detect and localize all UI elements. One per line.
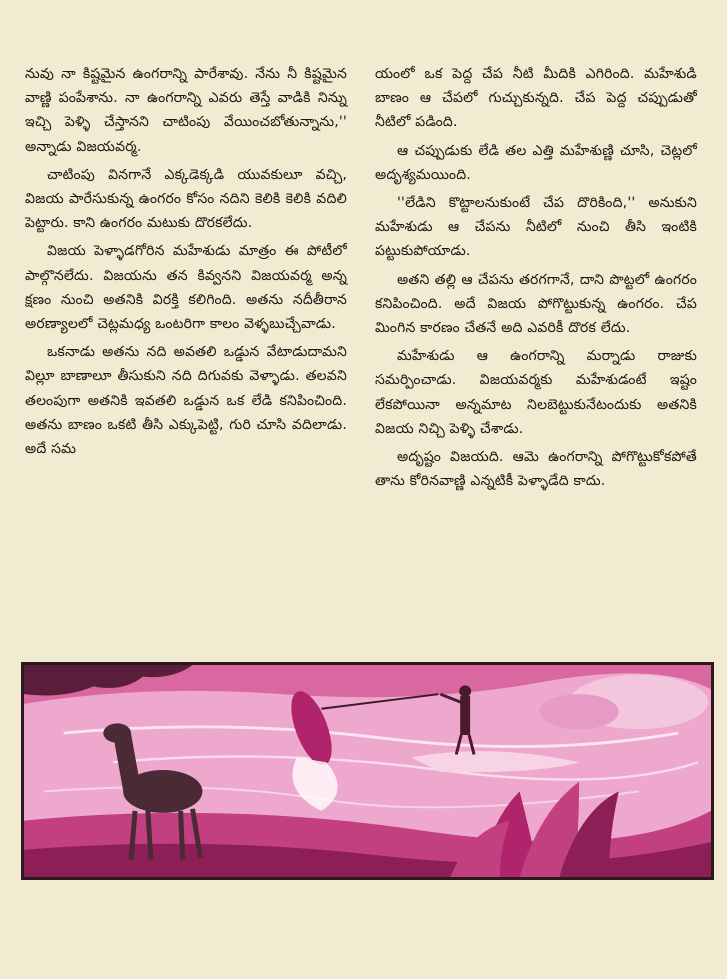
paragraph: యంలో ఒక పెద్ద చేప నీటి మీదికి ఎగిరింది. మహేశుడి బాణం ఆ చేపలో గుచ్చుకున్నది. చేప పెద్ద చప్పుడుతో నీటిలో పడింది. (375, 66, 697, 131)
right-column (375, 62, 697, 497)
left-column (25, 62, 347, 465)
paragraph: చాటింపు వినగానే ఎక్కడెక్కడి యువకులూ వచ్చి, విజయ పారేసుకున్న ఉంగరం కోసం నదిని కెలికి కెలికి వదిలి పెట్టారు. కాని ఉంగరం మటుకు దొరకలేదు. (25, 166, 347, 232)
paragraph: నువు నా కిష్టమైన ఉంగరాన్ని పారేశావు. నేను నీ కిష్టమైన వాణ్ణి పంపేశాను. నా ఉంగరాన్ని ఎవరు తెస్తే వాడికి నిన్ను ఇచ్చి పెళ్ళి చేస్తానని చాటింపు వేయించబోతున్నాను,'' అన్నాడు విజయవర్మ. (25, 66, 347, 155)
paragraph: అతని తల్లి ఆ చేపను తరగగానే, దాని పొట్టలో ఉంగరం కనిపించింది. అదే విజయ పోగొట్టుకున్న ఉంగరం. చేప మింగిన కారణం చేతనే అది ఎవరికీ దొరక లేదు. (375, 271, 697, 337)
paragraph: అదృష్టం విజయది. ఆమె ఉంగరాన్ని పోగొట్టుకోకపోతే తాను కోరినవాణ్ణి ఎన్నటికీ పెళ్ళాడేది కాదు. (375, 449, 697, 490)
flowering-tree (539, 694, 618, 729)
story-illustration (21, 662, 714, 880)
illustration-scene (24, 665, 711, 877)
paragraph: ఒకనాడు అతను నది అవతలి ఒడ్డున వేటాడుదామని విల్లూ బాణాలూ తీసుకుని నది దిగువకు వెళ్ళాడు. తలవని తలంపుగా అతనికి ఇవతలి ఒడ్డున ఒక లేడి కనిపించింది. అతను బాణం ఒకటి తీసి ఎక్కుపెట్టి, గురి చూసి వదిలాడు. అదే సమ (25, 344, 347, 458)
paragraph: విజయ పెళ్ళాడగోరిన మహేశుడు మాత్రం ఈ పోటీలో పాల్గొనలేదు. విజయను తన కివ్వనని విజయవర్మ అన్న క్షణం నుంచి అతనికి విరక్తి కలిగింది. అతను నదీతీరాన అరణ్యాలలో చెట్లమధ్య ఒంటరిగా కాలం వెళ్ళబుచ్చేవాడు. (25, 243, 347, 333)
paragraph: మహేశుడు ఆ ఉంగరాన్ని మర్నాడు రాజుకు సమర్పించాడు. విజయవర్మకు మహేశుడంటే ఇష్టం లేకపోయినా అన్నమాట నిలబెట్టుకునేటందుకు అతనికి విజయ నిచ్చి పెళ్ళి చేశాడు. (375, 348, 697, 437)
paragraph: ఆ చప్పుడుకు లేడి తల ఎత్తి మహేశుణ్ణి చూసి, చెట్లలో అదృశ్యమయింది. (375, 142, 697, 183)
paragraph: ''లేడిని కొట్టాలనుకుంటే చేప దొరికింది,'' అనుకుని మహేశుడు ఆ చేపను నీటిలో నుంచి తీసి ఇంటికి పట్టుకుపోయాడు. (375, 195, 697, 260)
